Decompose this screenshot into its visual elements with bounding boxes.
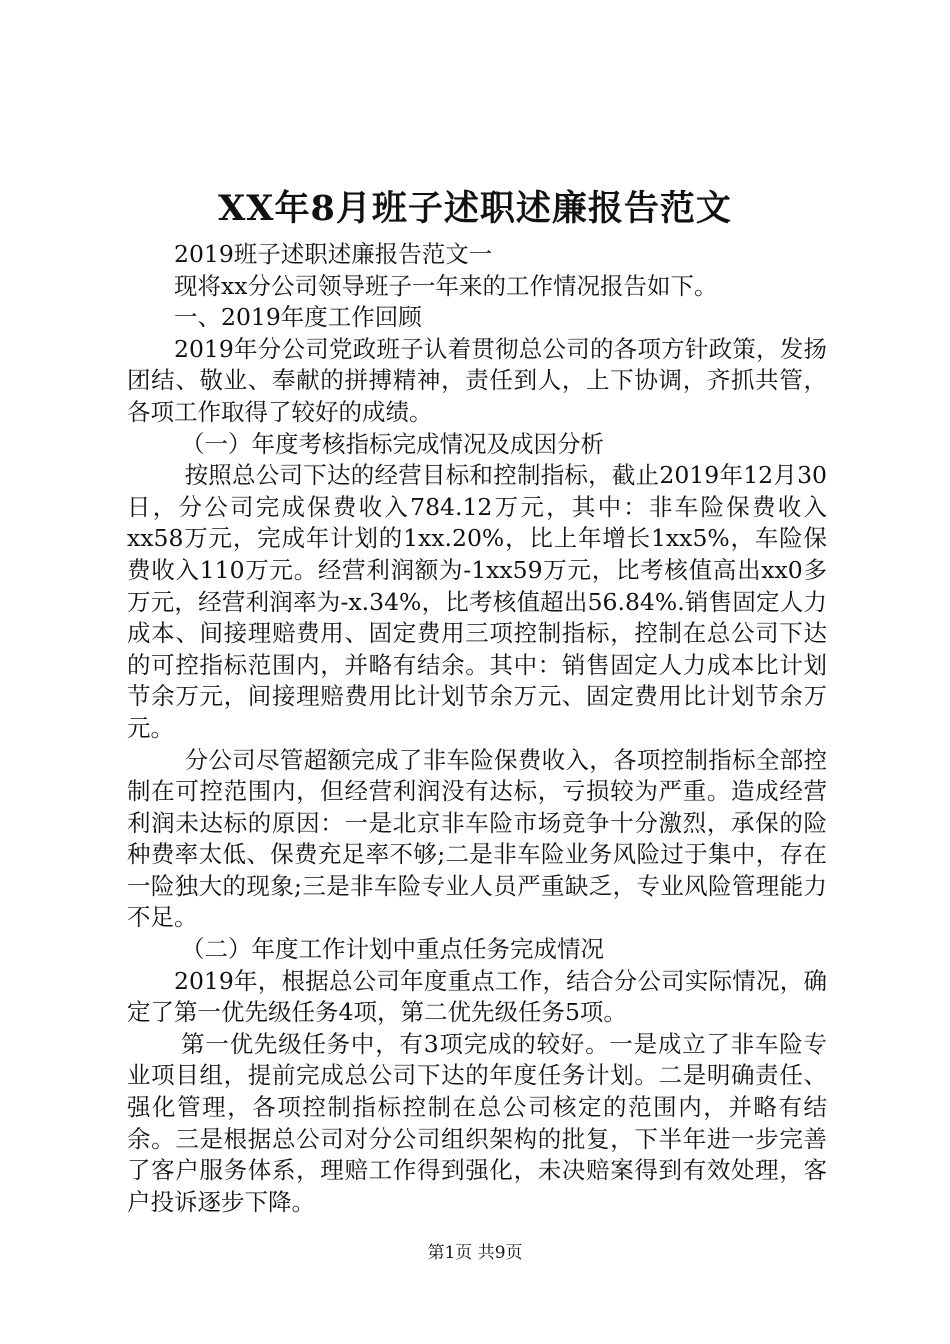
paragraph-intro: 现将xx分公司领导班子一年来的工作情况报告如下。: [174, 271, 718, 300]
paragraph-indicators: 按照总公司下达的经营目标和控制指标，截止2019年12月30日，分公司完成保费收入784.12万元，其中：非车险保费收入xx58万元，完成年计划的1xx.20%，比上年增长1xx5%，车险保费收入110万元。经营利润额为-1xx59万元，比考核值高出xx0多万元，经营利润率为-x.34%，比考核值超出56.84%.销售固定人力成本、间接理赔费用、固定费用三项控制指标，控制在总公司下达的可控指标范围内，并略有结余。其中：销售固定人力成本比计划节余万元，间接理赔费用比计划节余万元、固定费用比计划节余万元。: [127, 461, 827, 742]
document-title: XX年8月班子述职述廉报告范文: [218, 188, 732, 229]
subsection-heading-1: （一）年度考核指标完成情况及成因分析: [181, 429, 605, 458]
paragraph-overview: 2019年分公司党政班子认着贯彻总公司的各项方针政策，发扬团结、敬业、奉献的拼搏精神，责任到人，上下协调，齐抓共管，各项工作取得了较好的成绩。: [127, 334, 827, 426]
subsection-heading-2: （二）年度工作计划中重点任务完成情况: [181, 935, 605, 964]
section-heading-1: 一、2019年度工作回顾: [174, 303, 422, 332]
document-body: [127, 239, 827, 1218]
page-footer: 第1页 共9页: [427, 1243, 523, 1263]
paragraph-first-priority: 第一优先级任务中，有3项完成的较好。一是成立了非车险专业项目组，提前完成总公司下达的年度任务计划。二是明确责任、强化管理，各项控制指标控制在总公司核定的范围内，并略有结余。三是根据总公司对分公司组织架构的批复，下半年进一步完善了客户服务体系，理赔工作得到强化，未决赔案得到有效处理，客户投诉逐步下降。: [127, 1029, 827, 1216]
paragraph-analysis: 分公司尽管超额完成了非车险保费收入，各项控制指标全部控制在可控范围内，但经营利润没有达标，亏损较为严重。造成经营利润未达标的原因：一是北京非车险市场竞争十分激烈，承保的险种费率太低、保费充足率不够;二是非车险业务风险过于集中，存在一险独大的现象;三是非车险专业人员严重缺乏，专业风险管理能力不足。: [127, 745, 827, 932]
paragraph-subtitle: 2019班子述职述廉报告范文一: [174, 240, 493, 268]
paragraph-priorities: 2019年，根据总公司年度重点工作，结合分公司实际情况，确定了第一优先级任务4项，第二优先级任务5项。: [127, 966, 827, 1027]
